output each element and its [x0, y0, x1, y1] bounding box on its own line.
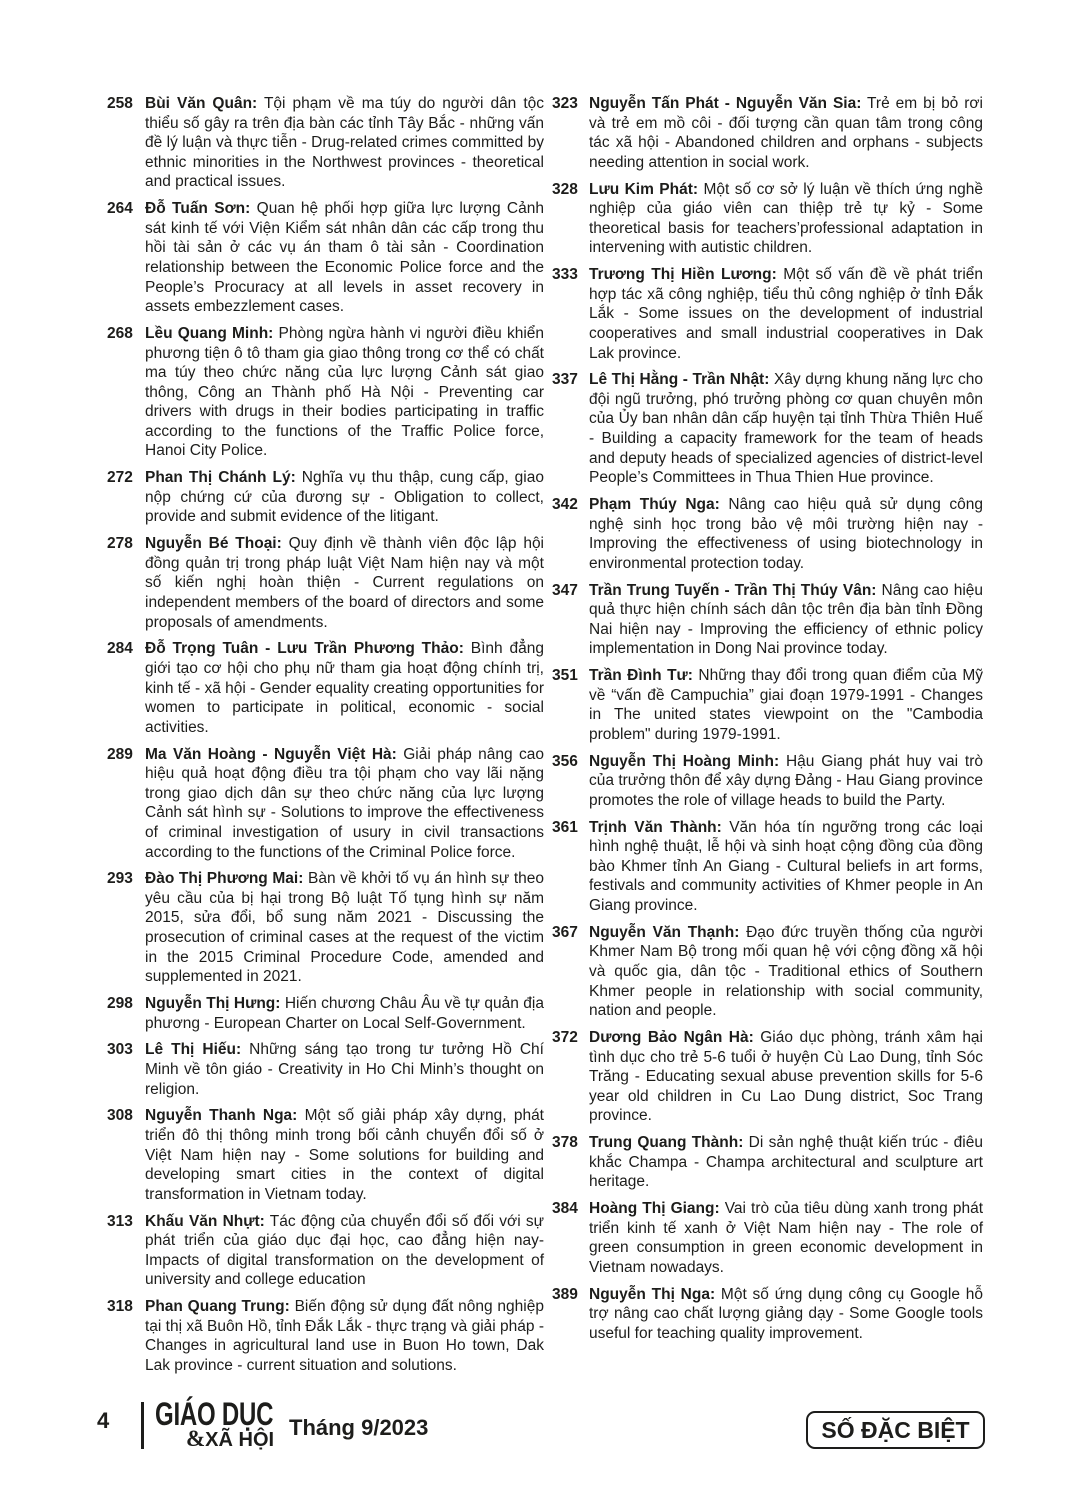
entry-author: Ma Văn Hoàng - Nguyễn Việt Hà:: [145, 745, 397, 763]
entry-text: [589, 180, 983, 258]
toc-entry: [552, 1133, 983, 1192]
toc-entry: [107, 745, 544, 863]
toc-entry: [552, 1199, 983, 1277]
entry-text: [589, 581, 983, 659]
entry-author: Trần Đình Tư:: [589, 667, 693, 685]
entry-title: Một số ứng dụng công cụ Google hỗ trợ nâng cao chất lượng giảng dạy - Some Google tools useful for teaching quality improvement.: [589, 1285, 984, 1342]
entry-title: Quan hệ phối hợp giữa lực lượng Cảnh sát kinh tế với Viện Kiểm sát nhân dân các cấp trong thu hồi tài sản ở các vụ án tham ô tài sản - Coordination relationship between the Economic Police force and the People’s Procuracy at all levels in asset recovery in assets embezzlement cases.: [145, 200, 544, 316]
toc-entry: [552, 265, 983, 363]
entry-title: Nâng cao hiệu quả sử dụng công nghệ sinh học trong bảo vệ môi trường hiện nay - Improving the effectiveness of using biotechnology in environmental protection today.: [589, 496, 983, 572]
entry-page-number: 308: [107, 1107, 133, 1125]
entry-author: Nguyễn Thanh Nga:: [145, 1107, 298, 1125]
entry-text: [145, 869, 544, 987]
entry-author: Trương Thị Hiền Lương:: [589, 266, 777, 284]
entry-text: [145, 94, 544, 192]
entry-text: [589, 752, 983, 811]
entry-text: [145, 745, 544, 863]
toc-left-column: [107, 94, 544, 1383]
entry-page-number: 318: [107, 1298, 133, 1316]
entry-page-number: 268: [107, 324, 133, 342]
entry-text: [145, 994, 544, 1033]
toc-entry: [552, 1028, 983, 1126]
entry-text: [145, 1297, 544, 1375]
entry-author: Đỗ Trọng Tuân - Lưu Trần Phương Thảo:: [145, 640, 464, 658]
entry-author: Dương Bảo Ngân Hà:: [589, 1029, 754, 1046]
entry-author: Nguyễn Thị Nga:: [589, 1285, 716, 1303]
toc-entry: [552, 495, 983, 573]
entry-page-number: 384: [552, 1200, 578, 1218]
entry-page-number: 278: [107, 535, 133, 553]
toc-entry: [107, 468, 544, 527]
entry-title: Những thay đổi trong quan điểm của Mỹ về “vấn đề Campuchia” giai đoạn 1979-1991 - Changes in The united states viewpoint on the "Cambodia problem" during 1979-1991.: [589, 667, 983, 743]
entry-page-number: 367: [552, 923, 578, 941]
entry-text: [589, 1028, 983, 1126]
entry-page-number: 258: [107, 95, 133, 112]
entry-author: Nguyễn Thị Hưng:: [145, 995, 281, 1013]
entry-author: Khấu Văn Nhựt:: [145, 1212, 265, 1230]
toc-entry: [107, 639, 544, 737]
entry-title: Văn hóa tín ngưỡng trong các loại hình nghệ thuật, lễ hội và sinh hoạt cộng đồng của đồng bào Khmer tỉnh An Giang - Cultural beliefs in art forms, festivals and community activities of Khmer people in An Giang province.: [589, 818, 983, 915]
entry-title: Bình đẳng giới tạo cơ hội cho phụ nữ tham gia hoạt động chính trị, kinh tế - xã hội - Gender equality creating opportunities for women to participate in political, economic - social activities.: [145, 640, 544, 736]
entry-author: Lê Thị Hiếu:: [145, 1041, 242, 1059]
toc-right-column: [552, 94, 983, 1351]
entry-author: Đỗ Tuấn Sơn:: [145, 200, 251, 218]
toc-entry: [552, 180, 983, 258]
special-issue-badge: SỐ ĐẶC BIỆT: [806, 1411, 985, 1449]
entry-text: [145, 1040, 544, 1099]
entry-text: [589, 1133, 983, 1192]
entry-title: Di sản nghệ thuật kiến trúc - điêu khắc Champa - Champa architectural and sculpture art heritage.: [589, 1134, 983, 1191]
logo-ampersand: &: [186, 1426, 206, 1451]
toc-entry: [107, 199, 544, 317]
entry-title: Một số cơ sở lý luận về thích ứng nghề nghiệp của giáo viên can thiệp trẻ tự kỷ - Some theoretical basis for teachers’professional adaptation in intervening with autistic children.: [589, 180, 983, 257]
entry-text: [589, 370, 983, 488]
entry-page-number: 293: [107, 870, 133, 888]
entry-title: Nâng cao hiệu quả thực hiện chính sách dân tộc trên địa bàn tỉnh Đồng Nai hiện nay - Improving the efficiency of ethnic policy implementation in Dong Nai province today.: [589, 581, 984, 658]
entry-author: Phan Thị Chánh Lý:: [145, 469, 296, 487]
entry-page-number: 342: [552, 496, 578, 514]
logo-divider: [141, 1402, 144, 1449]
entry-page-number: 389: [552, 1285, 578, 1303]
entry-page-number: 328: [552, 180, 578, 198]
entry-page-number: 356: [552, 752, 578, 770]
entry-page-number: 351: [552, 667, 578, 685]
toc-entry: [552, 94, 983, 172]
entry-page-number: 289: [107, 745, 133, 763]
entry-title: Những sáng tạo trong tư tưởng Hồ Chí Minh về tôn giáo - Creativity in Ho Chi Minh’s thought on religion.: [145, 1041, 544, 1098]
entry-title: Trẻ em bị bỏ rơi và trẻ em mồ côi - đối tượng cần quan tâm trong công tác xã hội - Abandoned children and orphans - subjects needing attention in social work.: [589, 95, 983, 171]
toc-entry: [552, 752, 983, 811]
logo-subtitle-text: XÃ HỘI: [205, 1429, 275, 1451]
entry-page-number: 378: [552, 1134, 578, 1152]
entry-title: Xây dựng khung năng lực cho đội ngũ trưởng, phó trưởng phòng cơ quan chuyên môn của Ủy ban nhân dân cấp huyện tại tỉnh Thừa Thiên Huế - Building a capacity framework for the team of heads and deputy heads of specialized agencies of district-level People’s Committees in Thua Thien Hue province.: [589, 371, 983, 487]
entry-author: Phạm Thúy Nga:: [589, 496, 720, 514]
entry-title: Một số giải pháp xây dựng, phát triển đô thị thông minh trong bối cảnh chuyển đổi số ở Việt Nam hiện nay - Some solutions for building and developing smart cities in the context of digital transformation in Vietnam today.: [145, 1107, 544, 1203]
entry-text: [145, 199, 544, 317]
entry-author: Trung Quang Thành:: [589, 1134, 744, 1152]
toc-entry: [107, 324, 544, 461]
entry-text: [589, 666, 983, 744]
entry-title: Hiến chương Châu Âu về tự quản địa phương - European Charter on Local Self-Government.: [145, 995, 544, 1032]
entry-title: Hậu Giang phát huy vai trò của trưởng thôn để xây dựng Đảng - Hau Giang province promotes the role of village heads to build the Party.: [589, 752, 983, 809]
entry-author: Trịnh Văn Thành:: [589, 818, 722, 836]
entry-author: Lê Thị Hằng - Trần Nhật:: [589, 371, 770, 389]
entry-text: [145, 1212, 544, 1290]
toc-entry: [552, 581, 983, 659]
entry-author: Lưu Kim Phát:: [589, 180, 699, 198]
entry-author: Trần Trung Tuyến - Trần Thị Thúy Vân:: [589, 581, 877, 599]
entry-text: [589, 265, 983, 363]
toc-entry: [552, 923, 983, 1021]
entry-text: [145, 324, 544, 461]
entry-title: Giáo dục phòng, tránh xâm hại tình dục cho trẻ 5-6 tuổi ở huyện Cù Lao Dung, tỉnh Sóc Trăng - Educating sexual abuse prevention skills for 5-6 year old children in Cu Lao Dung district, Soc Trang province.: [589, 1029, 983, 1125]
toc-entry: [107, 1106, 544, 1204]
entry-author: Nguyễn Tấn Phát - Nguyễn Văn Sia:: [589, 95, 862, 112]
toc-entry: [552, 370, 983, 488]
entry-author: Phan Quang Trung:: [145, 1298, 290, 1316]
entry-author: Nguyễn Bé Thoại:: [145, 535, 282, 553]
toc-entry: [107, 1040, 544, 1099]
entry-page-number: 372: [552, 1029, 578, 1046]
entry-title: Nghĩa vụ thu thập, cung cấp, giao nộp chứng cứ của đương sự - Obligation to collect, provide and submit evidence of the litigant.: [145, 469, 544, 526]
entry-title: Giải pháp nâng cao hiệu quả hoạt động điều tra tội phạm cho vay lãi nặng trong giao dịch dân sự theo chức năng của lực lượng Cảnh sát hình sự - Solutions to improve the effectiveness of criminal investigation of usury in civil transactions according to the functions of the Criminal Police force.: [145, 745, 545, 861]
entry-page-number: 298: [107, 995, 133, 1013]
logo-title: GIÁO DỤC: [155, 1396, 274, 1432]
entry-author: Lều Quang Minh:: [145, 324, 274, 342]
toc-entry: [552, 666, 983, 744]
entry-title: Tội phạm về ma túy do người dân tộc thiểu số gây ra trên địa bàn các tỉnh Tây Bắc - những vấn đề lý luận và thực tiễn - Drug-related crimes committed by ethnic minorities in the Northwest provinces - theoretical and practical issues.: [145, 95, 545, 191]
entry-page-number: 347: [552, 581, 578, 599]
toc-entry: [107, 1297, 544, 1375]
entry-page-number: 323: [552, 95, 578, 112]
issue-date: Tháng 9/2023: [289, 1415, 429, 1440]
entry-title: Bàn về khởi tố vụ án hình sự theo yêu cầu của bị hại trong Bộ luật Tố tụng hình sự năm 2015, sửa đổi, bổ sung năm 2021 - Discussing the prosecution of criminal cases at the request of the victim in the 2015 Criminal Procedure Code, amended and supplemented in 2021.: [145, 870, 544, 986]
entry-author: Hoàng Thị Giang:: [589, 1200, 720, 1218]
entry-page-number: 284: [107, 640, 133, 658]
entry-text: [145, 468, 544, 527]
entry-title: Một số vấn đề về phát triển hợp tác xã công nghiệp, tiểu thủ công nghiệp ở tỉnh Đắk Lắk - Some issues on the development of industrial cooperatives and small industrial cooperatives in Dak Lak province.: [589, 266, 984, 362]
toc-entry: [552, 1285, 983, 1344]
entry-text: [589, 94, 983, 172]
toc-entry: [107, 534, 544, 632]
entry-title: Vai trò của tiêu dùng xanh trong phát triển kinh tế xanh ở Việt Nam hiện nay - The role of green consumption in green economic development in Vietnam nowadays.: [589, 1200, 984, 1276]
entry-text: [145, 639, 544, 737]
entry-title: Phòng ngừa hành vi người điều khiển phương tiện ô tô tham gia giao thông trong cơ thể có chất ma túy theo chức năng của lực lượng Cảnh sát giao thông, Công an Thành phố Hà Nội - Preventing car drivers with drugs in their bodies participating in traffic according to the functions of the Traffic Police force, Hanoi City Police.: [145, 324, 545, 460]
toc-entry: [107, 994, 544, 1033]
entry-text: [589, 1285, 983, 1344]
toc-entry: [552, 818, 983, 916]
entry-page-number: 337: [552, 371, 578, 389]
entry-text: [589, 495, 983, 573]
entry-text: [589, 818, 983, 916]
entry-title: Tác động của chuyển đổi số đối với sự phát triển của giáo dục đại học, cao đẳng hiện nay- Impacts of digital transformation on the development of university and college education: [145, 1212, 545, 1289]
entry-page-number: 361: [552, 818, 578, 836]
logo-subtitle: [186, 1427, 274, 1452]
entry-title: Đạo đức truyền thống của người Khmer Nam Bộ trong mối quan hệ với cộng đồng xã hội và quốc gia, dân tộc - Traditional ethics of Southern Khmer people in relationship with social community, nation and people.: [589, 923, 983, 1020]
entry-text: [589, 923, 983, 1021]
entry-page-number: 313: [107, 1212, 133, 1230]
page-number: 4: [97, 1408, 110, 1433]
toc-entry: [107, 94, 544, 192]
entry-title: Quy định về thành viên độc lập hội đồng quản trị trong pháp luật Việt Nam hiện nay và một số kiến nghị hoàn thiện - Current regulations on independent members of the board of directors and some proposals of amendments.: [145, 535, 545, 631]
entry-author: Nguyễn Văn Thạnh:: [589, 923, 740, 941]
entry-title: Biến động sử dụng đất nông nghiệp tại thị xã Buôn Hồ, tỉnh Đắk Lắk - thực trạng và giải pháp - Changes in agricultural land use in Buon Ho town, Dak Lak province - current situation and solutions.: [145, 1298, 544, 1374]
entry-author: Bùi Văn Quân:: [145, 95, 258, 112]
toc-entry: [107, 1212, 544, 1290]
entry-text: [589, 1199, 983, 1277]
entry-page-number: 272: [107, 469, 133, 487]
entry-author: Nguyễn Thị Hoàng Minh:: [589, 752, 780, 770]
entry-author: Đào Thị Phương Mai:: [145, 870, 304, 888]
entry-text: [145, 1106, 544, 1204]
entry-page-number: 333: [552, 266, 578, 284]
entry-page-number: 264: [107, 200, 133, 218]
entry-page-number: 303: [107, 1041, 133, 1059]
entry-text: [145, 534, 544, 632]
toc-entry: [107, 869, 544, 987]
